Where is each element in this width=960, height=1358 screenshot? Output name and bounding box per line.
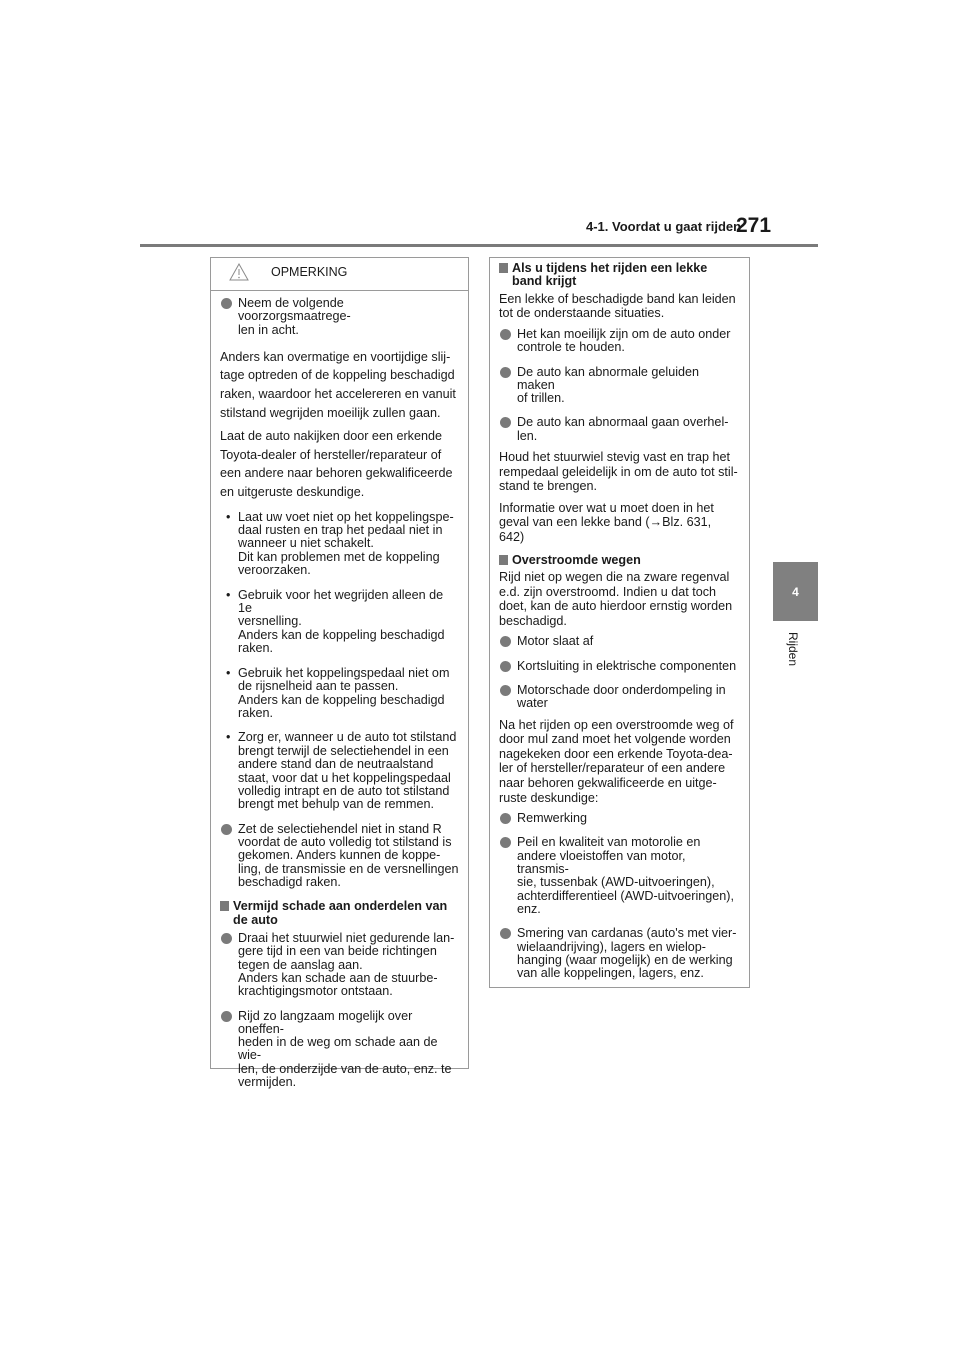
bullet-dot-icon: [221, 298, 232, 309]
bullet-dot-icon: [500, 837, 511, 848]
page-number: 271: [736, 214, 772, 237]
dash-item: • Gebruik voor het wegrijden alleen de 1e versnelling. Anders kan de koppeling beschadigd raken.: [226, 587, 445, 656]
dash-item: • Zorg er, wanneer u de auto tot stilstand brengt terwijl de selectiehendel in een andere stand dan de neutraalstand staat, voor dat u het koppelingspedaal volledig intrapt en de auto tot stilstand brengt met behulp van de remmen.: [226, 730, 457, 812]
bullet-dot-icon: [221, 824, 232, 835]
list-item: Remwerking: [499, 812, 740, 825]
list-item: De auto kan abnormale geluiden maken of trillen.: [499, 366, 740, 406]
notice-divider: [211, 290, 468, 291]
paragraph: Informatie over wat u moet doen in het geval van een lekke band (→Blz. 631, 642): [499, 500, 714, 545]
bullet-dot-icon: [500, 367, 511, 378]
list-item: Het kan moeilijk zijn om de auto onder controle te houden.: [499, 328, 740, 355]
section-heading: Overstroomde wegen: [499, 554, 740, 567]
chapter-number: 4: [792, 584, 799, 599]
bullet-dot-icon: [500, 329, 511, 340]
list-item: Smering van cardanas (auto's met vier- wielaandrijving), lagers en wielop- hanging (waar mogelijk) en de werking van alle koppelingen, lagers, enz.: [499, 927, 740, 980]
dash-item: • Laat uw voet niet op het koppelingspe- daal rusten en trap het pedaal niet in wanneer u niet schakelt. Dit kan problemen met de koppeling veroorzaken.: [226, 509, 454, 578]
paragraph: Houd het stuurwiel stevig vast en trap het rempedaal geleidelijk in om de auto tot stil- stand te brengen.: [499, 450, 738, 494]
list-item: Draai het stuurwiel niet gedurende lan- gere tijd in een van beide richtingen tegen de aanslag aan. Anders kan schade aan de stuurbe- krachtigingsmotor ontstaan.: [220, 932, 459, 998]
notice-label: OPMERKING: [271, 265, 348, 279]
bullet-dot-icon: [221, 1011, 232, 1022]
paragraph: Een lekke of beschadigde band kan leiden tot de onderstaande situaties.: [499, 291, 736, 321]
warning-triangle-icon: [229, 263, 249, 281]
notice-header: [211, 258, 468, 286]
section-heading: Als u tijdens het rijden een lekke band krijgt: [499, 262, 740, 289]
list-item: Motorschade door onderdompeling in water: [499, 684, 740, 711]
bullet-dot-icon: [221, 933, 232, 944]
bullet-dot-icon: [500, 661, 511, 672]
bullet-dot-icon: [500, 813, 511, 824]
bullet-dot-icon: [500, 417, 511, 428]
list-item: Motor slaat af: [499, 635, 740, 648]
square-bullet-icon: [499, 263, 508, 273]
paragraph: Na het rijden op een overstroomde weg of door mul zand moet het volgende worden nagekeken door een erkende Toyota-dea- ler of hersteller/reparateur of een andere naar behoren gekwalificeerde en uitge- ruste deskundige:: [499, 717, 734, 805]
chapter-tab: [773, 562, 818, 621]
section-heading: Vermijd schade aan onderdelen van de auto: [220, 900, 459, 927]
paragraph: Rijd niet op wegen die na zware regenval e.d. zijn overstroomd. Indien u dat toch doet, kan de auto hierdoor ernstig worden beschadigd.: [499, 570, 733, 628]
square-bullet-icon: [220, 901, 229, 911]
info-box: [489, 257, 750, 988]
bullet-dot-icon: [500, 928, 511, 939]
bullet-dot-icon: [500, 636, 511, 647]
header-divider: [140, 244, 818, 247]
list-item: Kortsluiting in elektrische componenten: [499, 660, 740, 673]
list-item: Neem de volgende voorzorgsmaatrege- len in acht.: [220, 297, 459, 337]
section-title: 4-1. Voordat u gaat rijden: [586, 219, 742, 234]
dash-item: • Gebruik het koppelingspedaal niet om de rijsnelheid aan te passen. Anders kan de koppeling beschadigd raken.: [226, 665, 450, 720]
square-bullet-icon: [499, 555, 508, 565]
list-item: De auto kan abnormaal gaan overhel- len.: [499, 416, 740, 443]
notice-box: [210, 257, 469, 1090]
list-item: Rijd zo langzaam mogelijk over oneffen- heden in de weg om schade aan de wie- len, de onderzijde van de auto, enz. te vermijden.: [220, 1010, 459, 1090]
bullet-dot-icon: [500, 685, 511, 696]
paragraph: Anders kan overmatige en voortijdige slij- tage optreden of de koppeling beschadigd raken, waardoor het accelereren en vanuit stilstand wegrijden moeilijk zullen gaan.: [220, 349, 456, 420]
chapter-title: Rijden: [786, 632, 800, 667]
paragraph: Laat de auto nakijken door een erkende Toyota-dealer of hersteller/reparateur of een andere naar behoren gekwalificeerde en uitgeruste deskundige.: [220, 429, 453, 500]
list-item: Zet de selectiehendel niet in stand R voordat de auto volledig tot stilstand is gekomen. Anders kunnen de koppe- ling, de transmissie en de versnellingen beschadigd raken.: [220, 823, 459, 889]
list-item: Peil en kwaliteit van motorolie en andere vloeistoffen van motor, transmis- sie, tussenbak (AWD-uitvoeringen), achterdifferentieel (AWD-uitvoeringen), enz.: [499, 836, 740, 916]
